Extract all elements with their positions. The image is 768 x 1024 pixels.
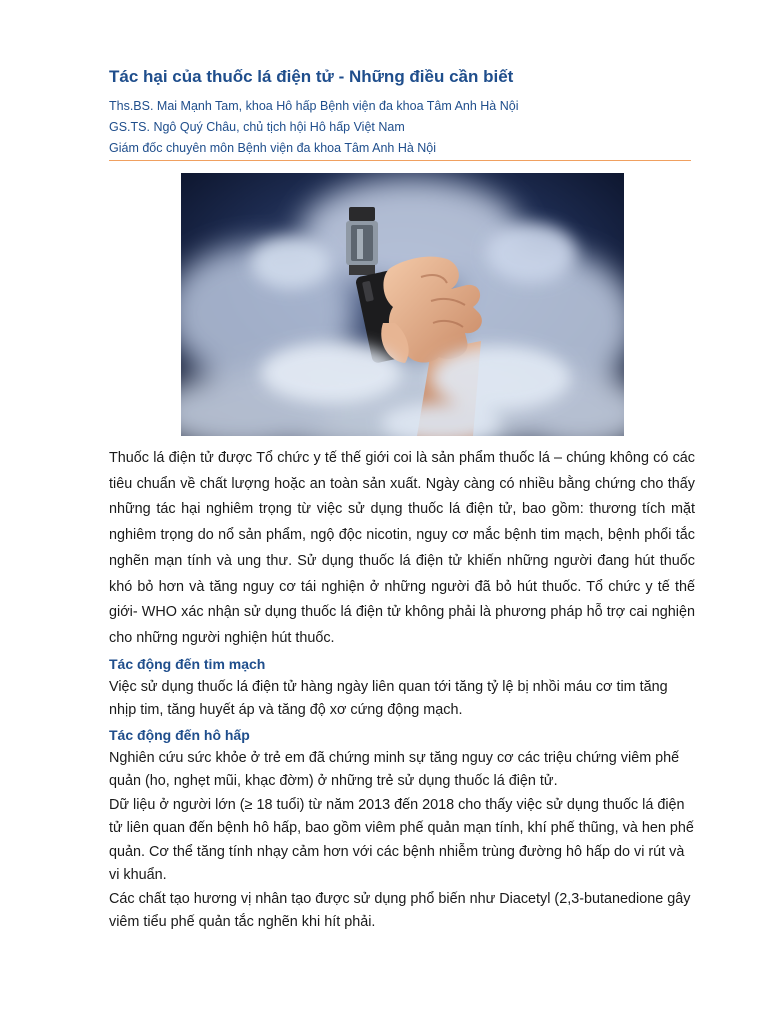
- section-heading-cardio: Tác động đến tim mạch: [109, 655, 266, 672]
- vape-hand-smoke-photo: [181, 173, 624, 436]
- cardio-paragraph: Việc sử dụng thuốc lá điện tử hàng ngày liên quan tới tăng tỷ lệ bị nhồi máu cơ tim tăng nhịp tim, tăng huyết áp và tăng độ xơ cứng động mạch.: [109, 678, 668, 719]
- respiratory-paragraph-3: Các chất tạo hương vị nhân tạo được sử dụng phổ biến như Diacetyl (2,3-butanedione gây viêm tiểu phế quản tắc nghẽn khi hít phải.: [109, 890, 691, 931]
- article-title: Tác hại của thuốc lá điện tử - Những điều cần biết: [109, 67, 514, 86]
- intro-paragraph: Thuốc lá điện tử được Tổ chức y tế thế giới coi là sản phẩm thuốc lá – chúng không có các tiêu chuẩn về chất lượng hoặc an toàn sản xuất. Ngày càng có nhiều bằng chứng cho thấy những tác hại nghiêm trọng từ việc sử dụng thuốc lá điện tử, bao gồm: thương tích mặt nghiêm trọng do nổ sản phẩm, ngộ độc nicotin, nguy cơ mắc bệnh tim mạch, bệnh phổi tắc nghẽn mạn tính và ung thư. Sử dụng thuốc lá điện tử khiến những người đang hút thuốc khó bỏ hơn và tăng nguy cơ tái nghiện ở những người đã bỏ hút thuốc. Tổ chức y tế thế giới- WHO xác nhận sử dụng thuốc lá điện tử không phải là phương pháp hỗ trợ cai nghiện cho những người nghiện hút thuốc.: [109, 450, 695, 646]
- respiratory-paragraph-1: Nghiên cứu sức khỏe ở trẻ em đã chứng minh sự tăng nguy cơ các triệu chứng viêm phế quản (ho, nghẹt mũi, khạc đờm) ở những trẻ sử dụng thuốc lá điện tử.: [109, 749, 680, 790]
- author-list: [109, 96, 699, 159]
- article-body: [109, 446, 695, 935]
- section-heading-respiratory: Tác động đến hô hấp: [109, 726, 250, 743]
- author-line: GS.TS. Ngô Quý Châu, chủ tịch hội Hô hấp Việt Nam: [109, 120, 405, 134]
- title-divider: [109, 160, 691, 161]
- respiratory-paragraph-2: Dữ liệu ở người lớn (≥ 18 tuổi) từ năm 2013 đến 2018 cho thấy việc sử dụng thuốc lá điện tử liên quan đến bệnh hô hấp, bao gồm viêm phế quản mạn tính, khí phế thũng, và hen phế quản. Cơ thể tăng tính nhạy cảm hơn với các bệnh nhiễm trùng đường hô hấp do vi rút và vi khuẩn.: [109, 796, 694, 884]
- author-line: Ths.BS. Mai Mạnh Tam, khoa Hô hấp Bệnh viện đa khoa Tâm Anh Hà Nội: [109, 99, 519, 113]
- author-line: Giám đốc chuyên môn Bệnh viện đa khoa Tâm Anh Hà Nội: [109, 141, 437, 155]
